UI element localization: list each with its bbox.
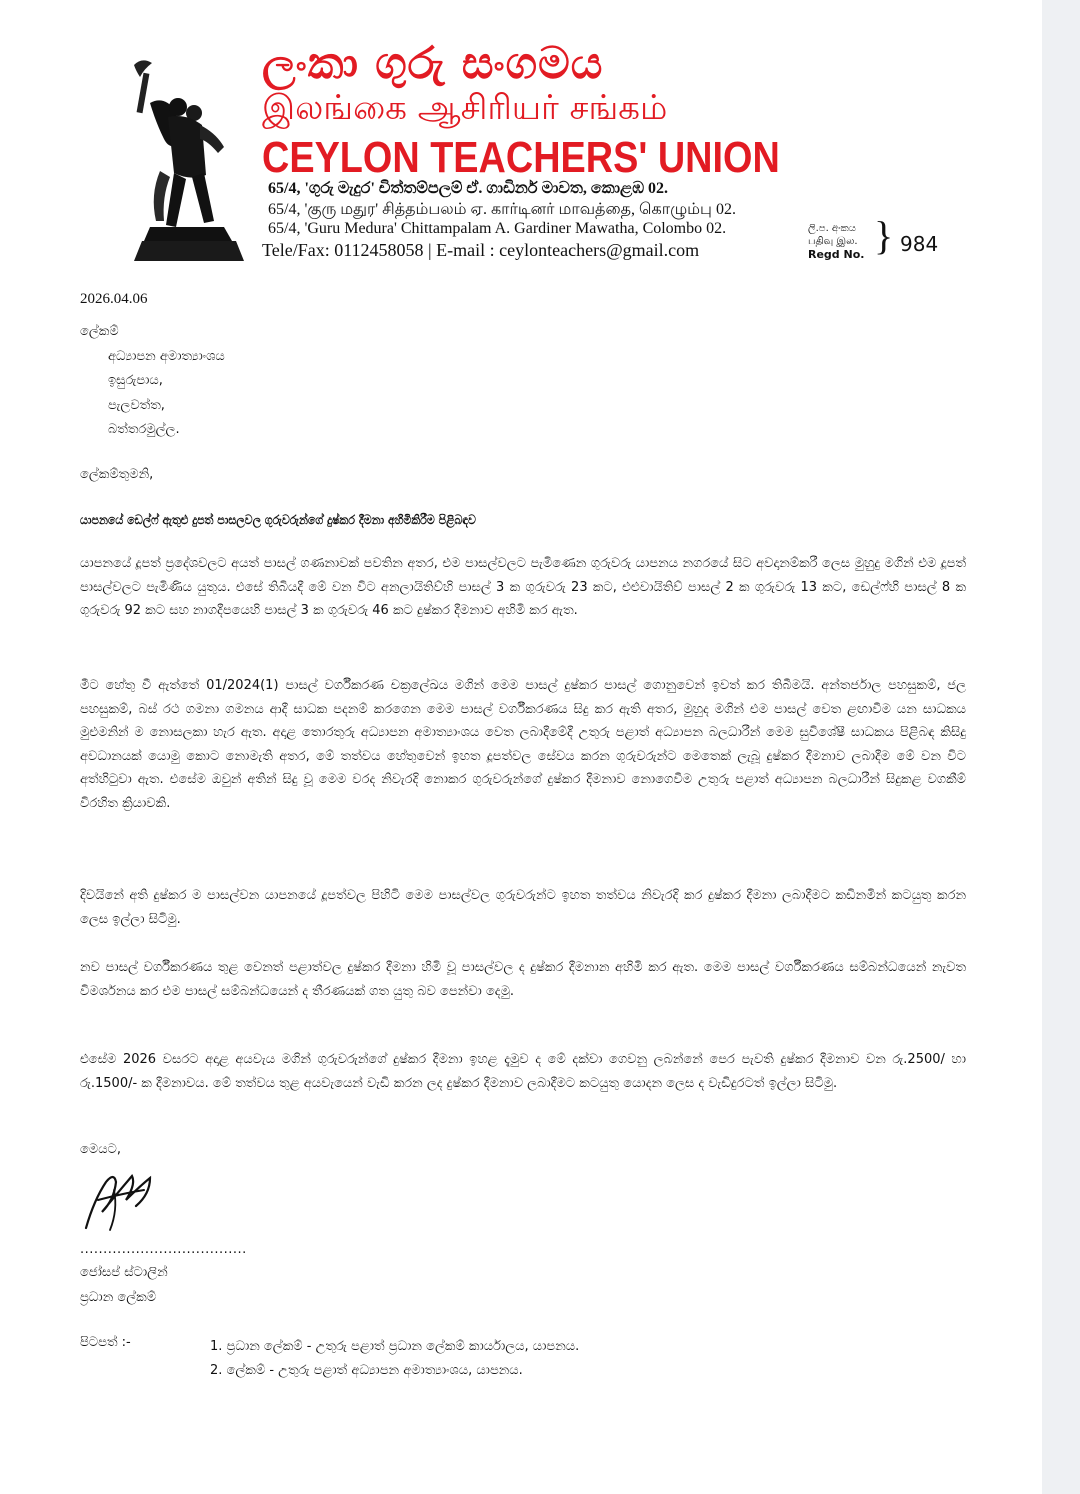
signature-line: ....................................	[80, 1242, 247, 1257]
reg-label-tamil: பதிவு இல.	[808, 236, 858, 247]
cc-label: පිටපත් :-	[80, 1335, 131, 1350]
recipient-line: ඉසුරුපාය,	[108, 373, 163, 388]
union-logo-statue	[120, 55, 248, 267]
cc-list	[210, 1335, 579, 1383]
body-paragraph: දිවයිනේ අති දුෂ්කර ම පාසල්වන යාපනයේ දූපත්වල පිහිටි මෙම පාසල්වල ගුරුවරුන්ට ඉහත තත්වය නිවැරදි කර දුෂ්කර දීමනා ලබාදීමට කඩිනමින් කටයුතු කරන ලෙස ඉල්ලා සිටිමු.	[80, 888, 966, 927]
body-paragraph: මීට හේතු වී ඇත්තේ 01/2024(1) පාසල් වර්ගීකරණ චක්‍රලේඛය මගින් මෙම පාසල් දුෂ්කර පාසල් ගොනුවෙන් ඉවත් කර තිබීමයි. අන්තර්ජාල පහසුකම්, ජල පහසුකම්, බස් රථ ගමනා ගමනය ආදී සාධක පදනම් කරගෙන මෙම පාසල් වර්ගීකරණය සිදු කර ඇති අතර, මුහුද මගින් එම පාසල් වෙත ළඟාවීම යන සාධකය මුළුමනින් ම නොසලකා හැර ඇත. අදාළ තොරතුරු අධ්‍යාපන අමාත්‍යාංශය වෙත ලබාදීමේදී උතුරු පළාත් අධ්‍යාපන බලධාරීන් මෙම සුවිශේෂී සාධකය පිළිබඳ කිසිදු අවධානයක් යොමු කොට නොමැති අතර, මේ තත්වය හේතුවෙන් ඉහත දූපත්වල සේවය කරන ගුරුවරුන්ට මෙතෙක් ලැබූ දුෂ්කර දීමනාව ලබාදීම මේ වන විට අත්හිටුවා ඇත. එසේම ඔවුන් අතින් සිදු වූ මෙම වරද නිවැරදි නොකර ගුරුවරුන්ගේ දුෂ්කර දීමනාව නොගෙවීම උතුරු පළාත් අධ්‍යාපන බලධාරීන් සිදුකළ වගකීම් විරහිත ක්‍රියාවකි.	[80, 678, 966, 811]
body-paragraph: නව පාසල් වර්ගීකරණය තුළ වෙනත් පළාත්වල දුෂ්කර දීමනා හිමි වූ පාසල්වල ද දුෂ්කර දීමනාන අහිමි කර ඇත. මෙම පාසල් වර්ගීකරණය සම්බන්ධයෙන් නැවත විමර්ශනය කර එම පාසල් සම්බන්ධයෙන් ද තීරණයක් ගත යුතු බව පෙන්වා දෙමු.	[80, 960, 966, 999]
contact-line: Tele/Fax: 0112458058 | E-mail : ceylonteachers@gmail.com	[262, 240, 700, 260]
body-paragraph: එසේම 2026 වසරට අදාළ අයවැය මගින් ගුරුවරුන්ගේ දුෂ්කර දීමනා ඉහළ දැමුව ද මේ දක්වා ගෙවනු ලබන්නේ පෙර පැවති දුෂ්කර දීමනාව වන රු.2500/ හා රු.1500/- ක දීමනාවය. මේ තත්වය තුළ අයවැයෙන් වැඩි කරන ලද දුෂ්කර දීමනාව ලබාදීමට කටයුතු යොදන ලෙස ද වැඩිදුරටත් ඉල්ලා සිටිමු.	[80, 1052, 966, 1091]
address-sinhala: 65/4, 'ගුරු මැදුර' චිත්තම්පලම් ඒ. ගාඩිනර් මාවත, කොළඹ 02.	[268, 180, 669, 197]
recipient-line: ලේකම්	[80, 324, 119, 339]
viewer-margin	[1042, 0, 1080, 1494]
salutation: ලේකම්තුමනි,	[80, 467, 154, 482]
reg-brace: }	[874, 213, 894, 258]
cc-item: 1. ප්‍රධාන ලේකම් - උතුරු පළාත් ප්‍රධාන ලේකම් කාර්යාලය, යාපනය.	[210, 1339, 580, 1354]
address-tamil: 65/4, 'குரு மதுர' சித்தம்பலம் ஏ. கார்டினர் மாவத்தை, கொழும்பு 02.	[268, 201, 736, 218]
registration-labels	[808, 222, 864, 261]
recipient-line: අධ්‍යාපන අමාත්‍යාංශය	[108, 348, 225, 364]
reg-label-sinhala: ලි.ප. අංකය	[808, 223, 856, 234]
union-name-tamil: இலங்கை ஆசிரியர் சங்கம்	[262, 88, 668, 128]
letter-date: 2026.04.06	[80, 291, 148, 307]
reg-label-english: Regd No.	[808, 248, 865, 261]
recipient-line: බත්තරමුල්ල.	[108, 422, 180, 437]
union-name-english: CEYLON TEACHERS' UNION	[262, 133, 780, 182]
recipient-address	[80, 320, 225, 443]
signer-title: ප්‍රධාන ලේකම්	[80, 1290, 157, 1305]
union-name-sinhala: ලංකා ගුරු සංගමය	[262, 38, 604, 89]
cc-item: 2. ලේකම් - උතුරු පළාත් අධ්‍යාපන අමාත්‍යාංශය, යාපනය.	[210, 1363, 523, 1378]
closing: මෙයට,	[80, 1142, 122, 1157]
registration-number: 984	[900, 232, 939, 256]
signer-name: ජෝසප් ස්ටාලින්	[80, 1265, 168, 1280]
handwritten-signature	[80, 1160, 160, 1240]
body-paragraph: යාපනයේ දූපත් ප්‍රදේශවලට අයත් පාසල් ගණනාවක් පවතින අතර, එම පාසල්වලට පැමිණෙන ගුරුවරු යාපනය නගරයේ සිට අවදානම්කරී ලෙස මුහුදු මගින් එම දූපත් පාසල්වලට පැමිණිය යුතුය. එසේ තිබියදී මේ වන විට අනලායිතිව්හි පාසල් 3 ක ගුරුවරු 23 කට, එළුවායිතිව් පාසල් 2 ක ගුරුවරු 13 කට, ඩෙල්ෆ්හි පාසල් 8 ක ගුරුවරු 92 කට සහ නාගදීපයෙහි පාසල් 3 ක ගුරුවරු 46 කට දුෂ්කර දීමනාව අහිමි කර ඇත.	[80, 556, 966, 618]
letter-subject: යාපනයේ ඩෙල්ෆ් ඇතුළු දුපත් පාසලවල ගුරුවරුන්ගේ දුෂ්කර දීමනා අහිමිකිරීම පිළිබඳව	[80, 512, 476, 527]
address-english: 65/4, 'Guru Medura' Chittampalam A. Gardiner Mawatha, Colombo 02.	[268, 220, 727, 237]
recipient-line: පැලවත්ත,	[108, 397, 165, 413]
